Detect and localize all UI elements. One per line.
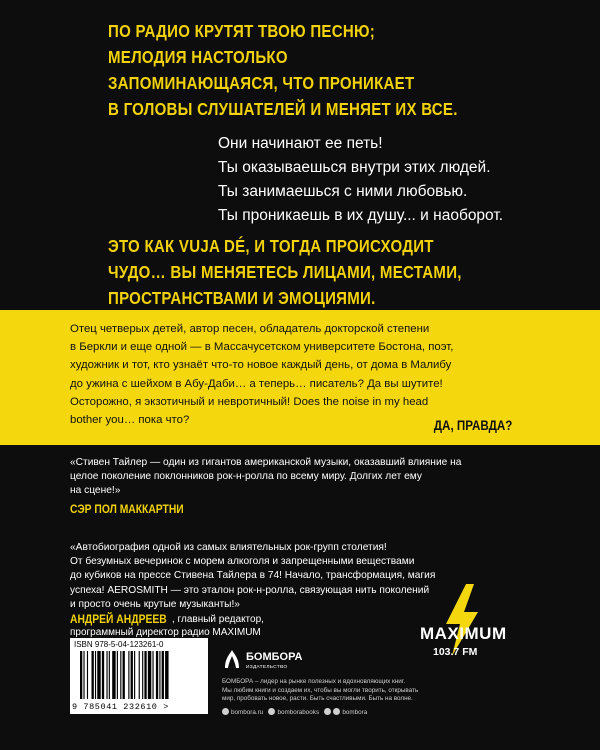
bio-line: Осторожно, я экзотичный и невротичный! Does the noise in my head	[70, 395, 429, 408]
quote-line: до кубиков на прессе Стивена Тайлера в 74! Начало, трансформация, магия	[70, 570, 436, 582]
barcode-bar	[95, 651, 96, 699]
publisher-desc-line: Мы любим книги и создаем их, чтобы вы могли творить, открывать	[222, 686, 419, 694]
barcode-bar	[112, 651, 115, 699]
barcode-bar	[131, 651, 133, 699]
bio-line: Отец четверых детей, автор песен, обладатель докторской степени	[70, 323, 430, 335]
lyric-line: Ты проникаешь в их душу... и наоборот.	[218, 207, 504, 224]
barcode-bar	[97, 651, 100, 699]
bio-line: художник и тот, кто узнаёт что-то новое каждый день, от дома в Малибу	[70, 359, 452, 372]
headline-block-1	[108, 18, 458, 122]
barcode-bar	[83, 651, 84, 699]
barcode-bar	[148, 651, 151, 699]
social-vk[interactable]: bomborabooks	[277, 709, 320, 716]
quote-line: «Автобиография одной из самых влиятельных рок-групп столетия!	[70, 542, 387, 553]
publisher-subtitle: ИЗДАТЕЛЬСТВО	[246, 665, 288, 670]
bio-line: bother you… пока что?	[70, 414, 190, 427]
headline-line: В ГОЛОВЫ СЛУШАТЕЛЕЙ И МЕНЯЕТ ИХ ВСЕ.	[108, 99, 458, 119]
barcode-bar	[120, 651, 121, 699]
headline-line: ЧУДО… ВЫ МЕНЯЕТЕСЬ ЛИЦАМИ, МЕСТАМИ,	[108, 262, 462, 282]
barcode-bar	[152, 651, 153, 699]
barcode-bar	[87, 651, 88, 699]
barcode-bar	[144, 651, 146, 699]
bio-text	[70, 320, 540, 429]
bio-line: в Беркли и еще одной — в Массачусетском университете Бостона, поэт,	[70, 341, 454, 354]
radio-logo-name: MAXIMUM	[420, 624, 507, 643]
headline-line: ПО РАДИО КРУТЯТ ТВОЮ ПЕСНЮ;	[108, 21, 376, 41]
barcode-bar	[134, 651, 135, 699]
barcode-bar	[106, 651, 107, 699]
quote-line: успеха! AEROSMITH — это эталон рок-н-ролла, связующая нить поколений	[70, 584, 430, 596]
lyric-line: Ты занимаешься с ними любовью.	[218, 183, 468, 200]
isbn: ISBN 978-5-04-123261-0	[74, 640, 164, 649]
quote-mccartney	[70, 456, 461, 499]
publisher-description	[222, 678, 418, 704]
headline-block-2	[108, 233, 462, 311]
quote-line: целое поколение поклонников рок-н-ролла по всему миру. Долгих лет ему	[70, 471, 422, 483]
quote-author-mccartney: СЭР ПОЛ МАККАРТНИ	[70, 502, 184, 516]
lyric-line: Ты оказываешься внутри этих людей.	[218, 159, 491, 176]
telegram-icon	[324, 708, 331, 715]
barcode-bar	[142, 651, 143, 699]
barcode-bar	[139, 651, 140, 699]
barcode-bar	[117, 651, 118, 699]
headline-line: ЭТО КАК VUJA DÉ, И ТОГДА ПРОИСХОДИТ	[108, 236, 434, 256]
quote-line: От безумных вечеринок с морем алкоголя и запрещенными веществами	[70, 556, 415, 568]
barcode-bar	[159, 651, 160, 699]
headline-line: ПРОСТРАНСТВАМИ И ЭМОЦИЯМИ.	[108, 288, 376, 308]
quote-andreev	[70, 541, 435, 612]
barcode-bar	[109, 651, 110, 699]
author-role-2: программный директор радио MAXIMUM	[70, 627, 261, 638]
radio-frequency: 103.7 FM	[433, 646, 478, 658]
lyric-line: Они начинают ее петь!	[218, 135, 383, 152]
bombora-logo-icon	[222, 648, 242, 670]
bio-line: до ужина с шейхом в Абу-Даби… а теперь… писатель? Да вы шутите!	[70, 377, 443, 390]
barcode-bar	[123, 651, 125, 699]
headline-line: МЕЛОДИЯ НАСТОЛЬКО	[108, 47, 288, 67]
quote-line: и просто очень крутые музыканты!»	[70, 598, 240, 610]
barcode-bar	[80, 651, 82, 699]
publisher-desc-line: мир, пробовать новое, расти. Быть счастливыми. Быть на волне.	[222, 695, 413, 703]
quote-author-andreev: АНДРЕЙ АНДРЕЕВ	[70, 612, 167, 626]
publisher-desc-line: БОМБОРА – лидер на рынке полезных и вдохновляющих книг.	[222, 678, 406, 685]
social-handle[interactable]: bombora	[342, 709, 368, 716]
barcode-bar	[165, 651, 168, 699]
social-site[interactable]: bombora.ru	[231, 709, 264, 716]
barcode-bar	[92, 651, 94, 699]
bio-punchline: ДА, ПРАВДА?	[433, 418, 512, 433]
globe-icon	[222, 708, 229, 715]
barcode-bar	[128, 651, 129, 699]
quote-line: на сцене!»	[70, 485, 121, 497]
barcode-digits: 9 785041 232610 >	[72, 702, 169, 712]
barcode-bar	[156, 651, 158, 699]
publisher-social	[222, 708, 367, 716]
vk-icon	[268, 708, 275, 715]
author-role: , главный редактор,	[172, 614, 264, 625]
lyric-lines	[218, 132, 503, 228]
publisher-name: БОМБОРА	[246, 651, 303, 663]
quote-line: «Стивен Тайлер — один из гигантов американской музыки, оказавший влияние на	[70, 457, 462, 468]
headline-line: ЗАПОМИНАЮЩАЯСЯ, ЧТО ПРОНИКАЕТ	[108, 73, 415, 93]
instagram-icon	[333, 708, 340, 715]
barcode-bar	[162, 651, 164, 699]
barcode-bars	[80, 651, 200, 701]
barcode-bar	[102, 651, 104, 699]
